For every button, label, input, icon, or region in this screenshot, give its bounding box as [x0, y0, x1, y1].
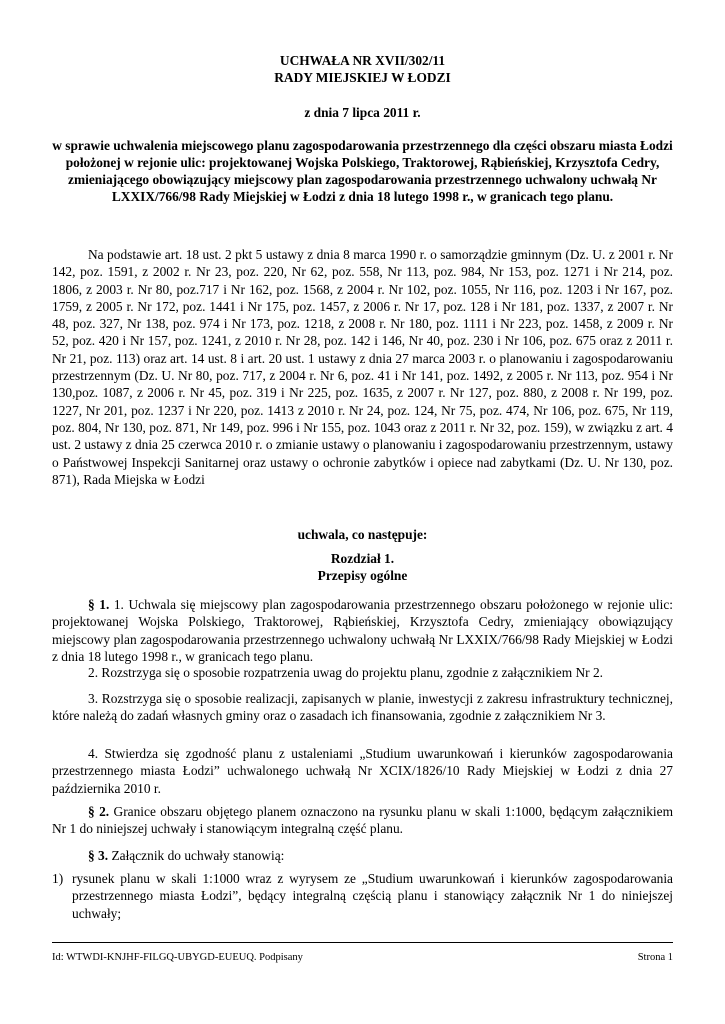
- section-3-text: Załącznik do uchwały stanowią:: [111, 848, 285, 863]
- page-number: Strona 1: [637, 952, 673, 963]
- resolution-date-block: [52, 104, 673, 121]
- council-name: RADY MIEJSKIEJ W ŁODZI: [274, 70, 451, 85]
- section-2: [52, 803, 673, 838]
- resolution-date: z dnia 7 lipca 2011 r.: [304, 105, 421, 120]
- resolves-line: uchwala, co następuje:: [297, 527, 428, 542]
- chapter-number: Rozdział 1.: [330, 551, 395, 566]
- list-item-number: 1): [52, 871, 64, 886]
- section-1-paragraph-1: [52, 596, 673, 665]
- list-item: [52, 870, 673, 922]
- resolution-subject-block: [52, 137, 673, 205]
- footer-divider: [52, 942, 673, 943]
- section-2-text: Granice obszaru objętego planem oznaczono na rysunku planu w skali 1:1000, będącym załącznikiem Nr 1 do niniejszej uchwały i stanowiącym integralną część planu.: [52, 804, 673, 837]
- section-1-paragraph-1-text: 1. Uchwala się miejscowy plan zagospodarowania przestrzennego obszaru położonego w rejonie ulic: projektowanej Wojska Polskiego, Traktorowej, Rąbieńskiej, Krzysztofa Cedry, zmieniający obowiązujący miejscowy plan zagospodarowania przestrzennego uchwalony uchwałą Nr LXXIX/766/98 Rady Miejskiej w Łodzi z dnia 18 lutego 1998 r., w granicach tego planu.: [52, 597, 673, 664]
- list-item-text: rysunek planu w skali 1:1000 wraz z wyrysem ze „Studium uwarunkowań i kierunków zagospodarowania przestrzennego miasta Łodzi”, będący integralną częścią planu i stanowiący załącznik Nr 1 do niniejszej uchwały;: [72, 871, 673, 921]
- section-3: [52, 847, 673, 864]
- section-1-paragraph-2: 2. Rozstrzyga się o sposobie rozpatrzenia uwag do projektu planu, zgodnie z załącznikiem Nr 2.: [88, 665, 603, 680]
- section-3-marker: § 3.: [88, 848, 109, 863]
- chapter-title: Przepisy ogólne: [317, 568, 408, 583]
- document-id: Id: WTWDI-KNJHF-FILGQ-UBYGD-EUEUQ. Podpisany: [52, 952, 303, 963]
- preamble: Na podstawie art. 18 ust. 2 pkt 5 ustawy z dnia 8 marca 1990 r. o samorządzie gminnym (Dz. U. z 2001 r. Nr 142, poz. 1591, z 2002 r. Nr 23, poz. 220, Nr 62, poz. 558, Nr 113, poz. 984, Nr 153, poz. 1271 i Nr 214, poz. 1806, z 2003 r. Nr 80, poz.717 i Nr 162, poz. 1568, z 2004 r. Nr 102, poz. 1055, Nr 116, poz. 1203 i Nr 167, poz. 1759, z 2005 r. Nr 172, poz. 1441 i Nr 175, poz. 1457, z 2006 r. Nr 17, poz. 128 i Nr 181, poz. 1337, z 2007 r. Nr 48, poz. 327, Nr 138, poz. 974 i Nr 173, poz. 1218, z 2008 r. Nr 180, poz. 1111 i Nr 223, poz. 1458, z 2009 r. Nr 52, poz. 420 i Nr 157, poz. 1241, z 2010 r. Nr 28, poz. 142 i 146, Nr 40, poz. 230 i Nr 106, poz. 675 oraz z 2011 r. Nr 21, poz. 113) oraz art. 14 ust. 8 i art. 20 ust. 1 ustawy z dnia 27 marca 2003 r. o planowaniu i zagospodarowaniu przestrzennym (Dz. U. Nr 80, poz. 717, z 2004 r. Nr 6, poz. 41 i Nr 141, poz. 1492, z 2005 r. Nr 113, poz. 954 i Nr 130,poz. 1087, z 2006 r. Nr 45, poz. 319 i Nr 225, poz. 1635, z 2007 r. Nr 127, poz. 880, z 2008 r. Nr 199, poz. 1227, Nr 201, poz. 1237 i Nr 220, poz. 1413 z 2010 r. Nr 24, poz. 124, Nr 75, poz. 474, Nr 106, poz. 675, Nr 119, poz. 804, Nr 130, poz. 871, Nr 149, poz. 996 i Nr 155, poz. 1043 oraz z 2011 r. Nr 32, poz. 159), w związku z art. 4 ust. 2 ustawy z dnia 25 czerwca 2010 r. o zmianie ustawy o planowaniu i zagospodarowaniu przestrzennym, ustawy o Państwowej Inspekcji Sanitarnej oraz ustawy o ochronie zabytków i opiece nad zabytkami (Dz. U. Nr 130, poz. 871), Rada Miejska w Łodzi: [52, 247, 674, 487]
- resolution-number: UCHWAŁA NR XVII/302/11: [279, 53, 446, 68]
- section-1-paragraph-3: 3. Rozstrzyga się o sposobie realizacji, zapisanych w planie, inwestycji z zakresu infrastruktury technicznej, które należą do zadań własnych gminy oraz o zasadach ich finansowania, zgodnie z załącznikiem Nr 3.: [52, 691, 673, 724]
- section-1-marker: § 1.: [88, 597, 110, 612]
- section-1-paragraph-4: 4. Stwierdza się zgodność planu z ustaleniami „Studium uwarunkowań i kierunków zagospodarowania przestrzennego miasta Łodzi” uchwalonego uchwałą Nr XCIX/1826/10 Rady Miejskiej w Łodzi z dnia 27 października 2010 r.: [52, 746, 673, 796]
- resolution-subject: w sprawie uchwalenia miejscowego planu zagospodarowania przestrzennego dla części obszaru miasta Łodzi położonej w rejonie ulic: projektowanej Wojska Polskiego, Traktorowej, Rąbieńskiej, Krzysztofa Cedry, zmieniającego obowiązujący miejscowy plan zagospodarowania przestrzennego uchwalony uchwałą Nr LXXIX/766/98 Rady Miejskiej w Łodzi z dnia 18 lutego 1998 r., w granicach tego planu.: [52, 138, 673, 204]
- resolution-header: [52, 52, 673, 86]
- section-2-marker: § 2.: [88, 804, 110, 819]
